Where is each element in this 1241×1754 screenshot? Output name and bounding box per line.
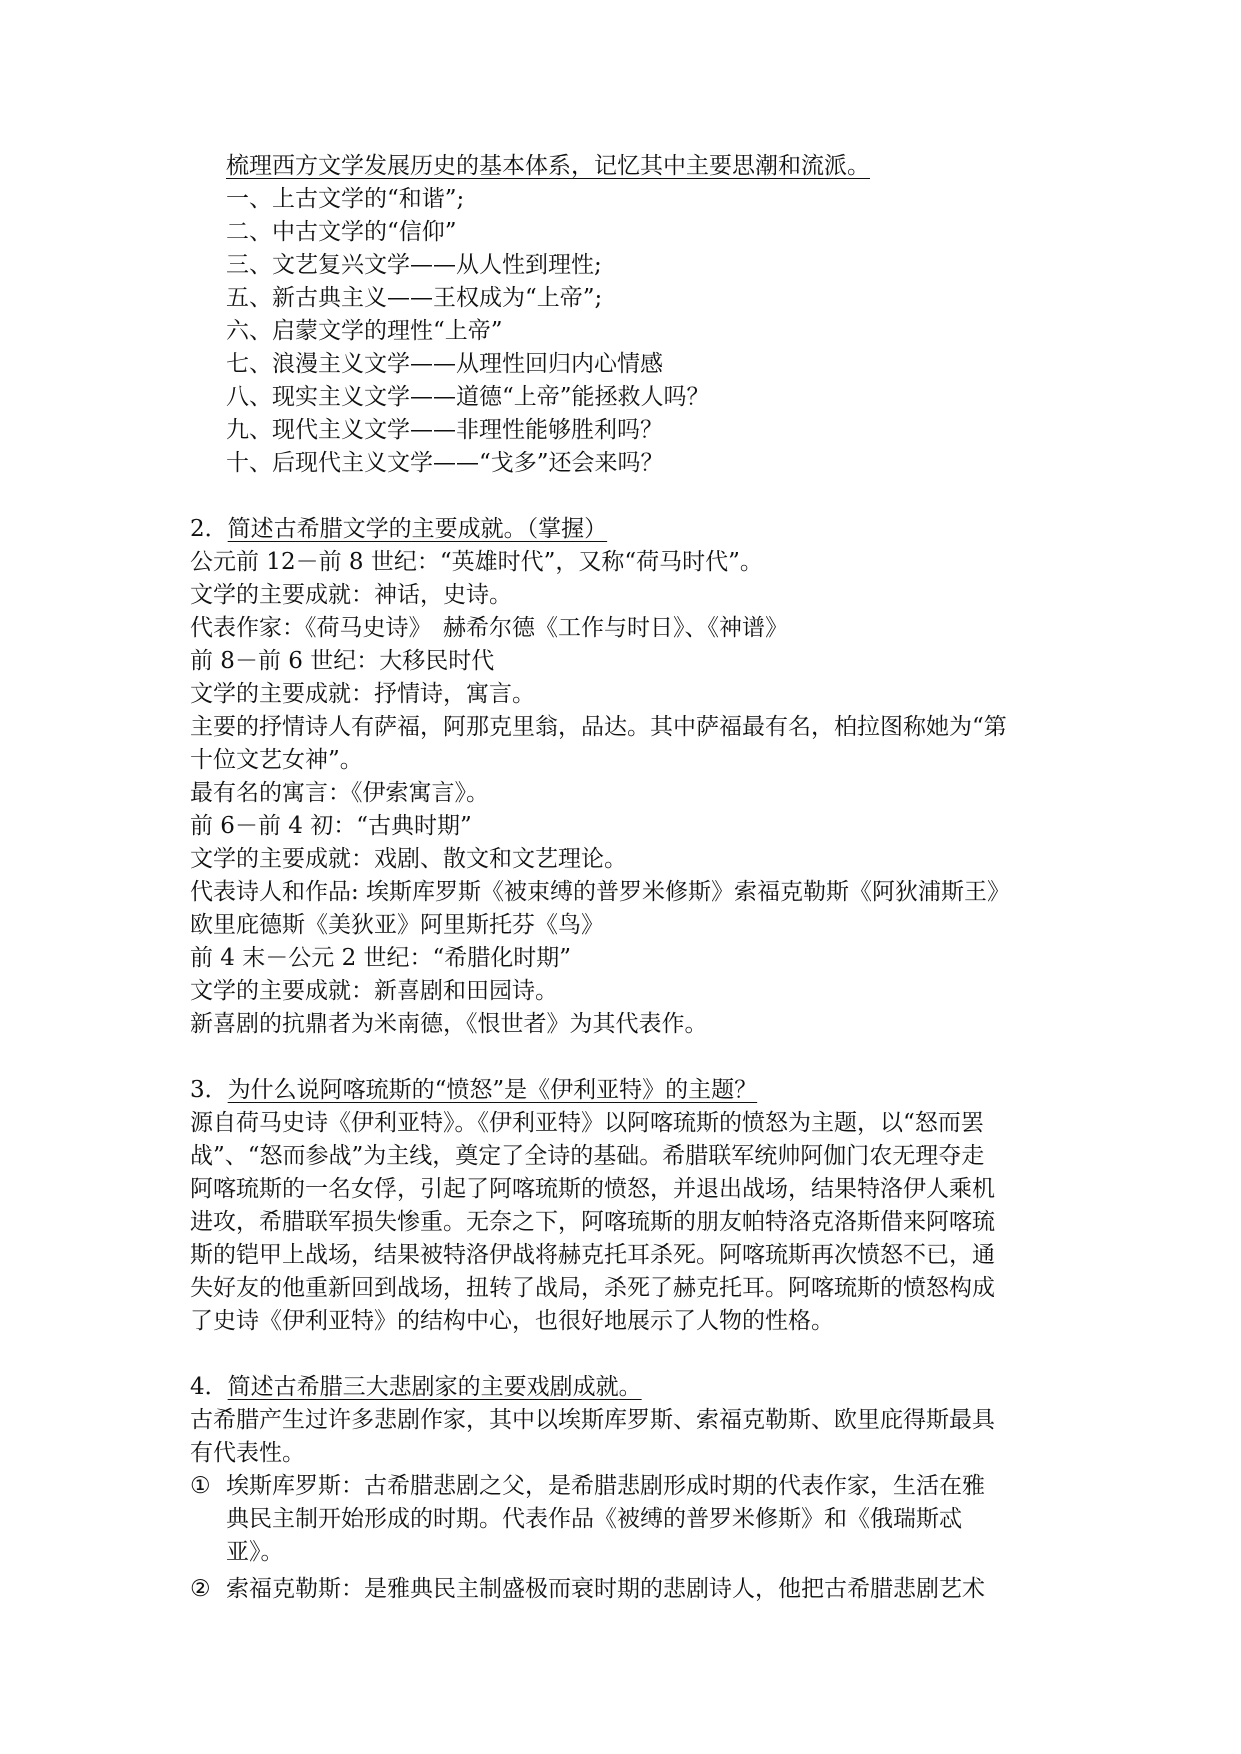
item-marker: ① [190, 1473, 211, 1499]
item-body [226, 1470, 1060, 1569]
section1-heading: 梳理西方文学发展历史的基本体系，记忆其中主要思潮和流派。 [226, 153, 870, 179]
item-line: 索福克勒斯：是雅典民主制盛极而衰时期的悲剧诗人，他把古希腊悲剧艺术 [226, 1576, 985, 1602]
section3-line: 失好友的他重新回到战场，扭转了战局，杀死了赫克托耳。阿喀琉斯的愤怒构成 [190, 1275, 995, 1301]
item-body [226, 1573, 1060, 1606]
section-number: 3． [190, 1077, 228, 1103]
section3-line: 战”、“怒而参战”为主线，奠定了全诗的基础。希腊联军统帅阿伽门农无理夺走 [190, 1143, 985, 1169]
section2-line: 前 4 末－公元 2 世纪：“希腊化时期” [190, 945, 572, 971]
section3-line: 了史诗《伊利亚特》的结构中心，也很好地展示了人物的性格。 [190, 1308, 834, 1334]
section2-line: 前 6－前 4 初：“古典时期” [190, 813, 472, 839]
section2-line: 代表诗人和作品: 埃斯库罗斯《被束缚的普罗米修斯》索福克勒斯《阿狄浦斯王》 [190, 879, 1011, 905]
section-number: 2． [190, 516, 228, 542]
section2-line: 文学的主要成就：神话，史诗。 [190, 582, 512, 608]
section3-line: 斯的铠甲上战场，结果被特洛伊战将赫克托耳杀死。阿喀琉斯再次愤怒不已，通 [190, 1242, 995, 1268]
section3-line: 阿喀琉斯的一名女俘，引起了阿喀琉斯的愤怒，并退出战场，结果特洛伊人乘机 [190, 1176, 995, 1202]
section2-line: 文学的主要成就：新喜剧和田园诗。 [190, 978, 558, 1004]
section4-heading: 4．简述古希腊三大悲剧家的主要戏剧成就。 [190, 1374, 642, 1400]
section1-item: 六、启蒙文学的理性“上帝” [226, 318, 503, 344]
spacer [190, 1338, 1060, 1371]
document-content [190, 150, 1060, 1606]
item-line: 埃斯库罗斯：古希腊悲剧之父，是希腊悲剧形成时期的代表作家，生活在雅 [226, 1473, 985, 1499]
section1-item: 八、现实主义文学——道德“上帝”能拯救人吗？ [226, 384, 710, 410]
numbered-item [190, 1573, 1060, 1606]
section-number: 4． [190, 1374, 228, 1400]
section1-item: 三、文艺复兴文学——从人性到理性; [226, 252, 602, 278]
section2-line: 主要的抒情诗人有萨福，阿那克里翁，品达。其中萨福最有名，柏拉图称她为“第 [190, 714, 1007, 740]
section2-line: 欧里庇德斯《美狄亚》阿里斯托芬《鸟》 [190, 912, 604, 938]
section4-line: 有代表性。 [190, 1440, 305, 1466]
spacer [190, 480, 1060, 513]
item-marker: ② [190, 1576, 211, 1602]
section2-line: 文学的主要成就：戏剧、散文和文艺理论。 [190, 846, 627, 872]
section1-item: 九、现代主义文学——非理性能够胜利吗？ [226, 417, 663, 443]
spacer [190, 1041, 1060, 1074]
section2-line: 最有名的寓言：《伊索寓言》。 [190, 780, 489, 806]
section2-line: 十位文艺女神”。 [190, 747, 363, 773]
numbered-item [190, 1470, 1060, 1569]
section3-line: 进攻，希腊联军损失惨重。无奈之下，阿喀琉斯的朋友帕特洛克洛斯借来阿喀琉 [190, 1209, 995, 1235]
section2-line: 文学的主要成就：抒情诗，寓言。 [190, 681, 535, 707]
section1-item: 一、上古文学的“和谐”; [226, 186, 465, 212]
section2-line: 前 8－前 6 世纪：大移民时代 [190, 648, 495, 674]
section2-line: 公元前 12－前 8 世纪：“英雄时代”，又称“荷马时代”。 [190, 549, 763, 575]
section2-line: 新喜剧的抗鼎者为米南德，《恨世者》为其代表作。 [190, 1011, 708, 1037]
section3-line: 源自荷马史诗《伊利亚特》。《伊利亚特》以阿喀琉斯的愤怒为主题，以“怒而罢 [190, 1110, 984, 1136]
section2-heading: 2．简述古希腊文学的主要成就。（掌握） [190, 516, 608, 542]
section3-heading: 3．为什么说阿喀琉斯的“愤怒”是《伊利亚特》的主题？ [190, 1077, 758, 1103]
item-line: 典民主制开始形成的时期。代表作品《被缚的普罗米修斯》和《俄瑞斯忒 [226, 1506, 962, 1532]
item-line: 亚》。 [226, 1539, 284, 1565]
section1-item: 五、新古典主义——王权成为“上帝”; [226, 285, 603, 311]
section4-line: 古希腊产生过许多悲剧作家，其中以埃斯库罗斯、索福克勒斯、欧里庇得斯最具 [190, 1407, 995, 1433]
section1-item: 二、中古文学的“信仰” [226, 219, 457, 245]
section1-item: 十、后现代主义文学——“戈多”还会来吗？ [226, 450, 664, 476]
section2-line: 代表作家：《荷马史诗》 赫希尔德《工作与时日》、《神谱》 [190, 615, 788, 641]
section1-item: 七、浪漫主义文学——从理性回归内心情感 [226, 351, 663, 377]
